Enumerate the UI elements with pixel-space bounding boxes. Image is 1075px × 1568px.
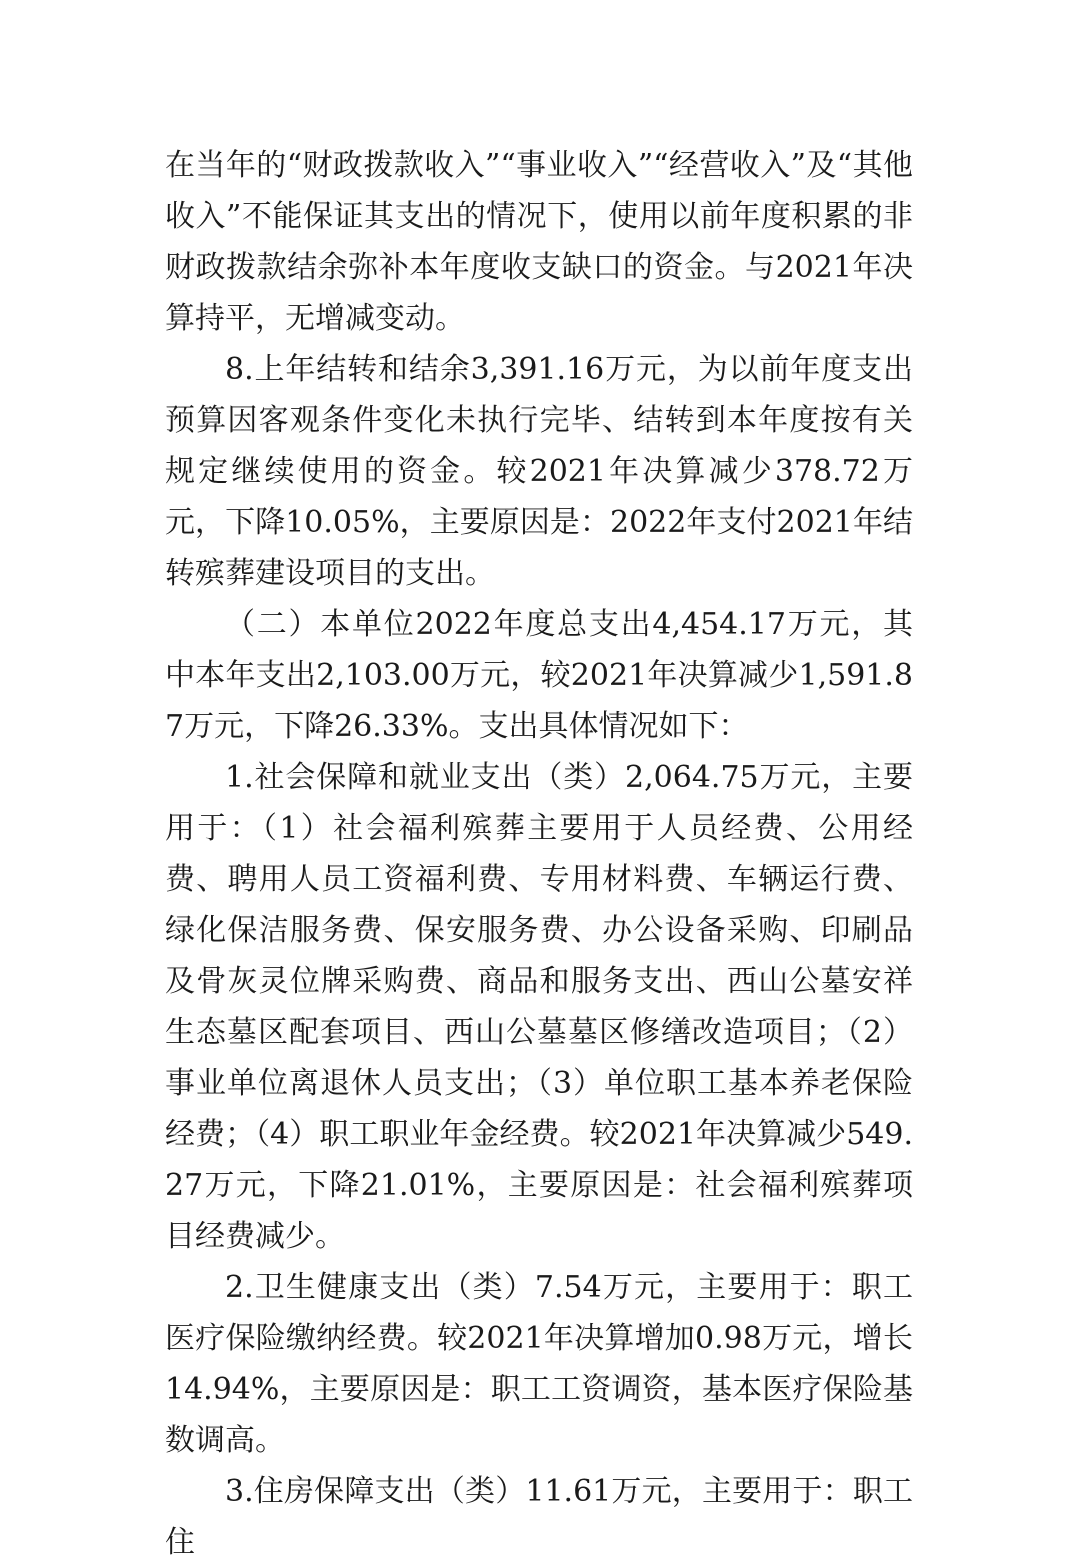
paragraph-income-continuation: 在当年的“财政拨款收入”“事业收入”“经营收入”及“其他收入”不能保证其支出的情况下，使用以前年度积累的非财政拨款结余弥补本年度收支缺口的资金。与2021年决算持平，无增减变动。 xyxy=(165,148,913,336)
paragraph-carryover-balance: 8.上年结转和结余3,391.16万元，为以前年度支出预算因客观条件变化未执行完毕、结转到本年度按有关规定继续使用的资金。较2021年决算减少378.72万元，下降10.05%，主要原因是：2022年支付2021年结转殡葬建设项目的支出。 xyxy=(165,352,913,591)
paragraph-health-expenditure: 2.卫生健康支出（类）7.54万元，主要用于：职工医疗保险缴纳经费。较2021年决算增加0.98万元，增长14.94%，主要原因是：职工工资调资，基本医疗保险基数调高。 xyxy=(165,1270,913,1458)
document-page xyxy=(165,140,913,1568)
paragraph-total-expenditure: （二）本单位2022年度总支出4,454.17万元，其中本年支出2,103.00万元，较2021年决算减少1,591.87万元，下降26.33%。支出具体情况如下： xyxy=(165,607,913,744)
paragraph-social-security-expenditure: 1.社会保障和就业支出（类）2,064.75万元，主要用于：（1）社会福利殡葬主要用于人员经费、公用经费、聘用人员工资福利费、专用材料费、车辆运行费、绿化保洁服务费、保安服务费、办公设备采购、印刷品及骨灰灵位牌采购费、商品和服务支出、西山公墓安祥生态墓区配套项目、西山公墓墓区修缮改造项目；（2）事业单位离退休人员支出；（3）单位职工基本养老保险经费；（4）职工职业年金经费。较2021年决算减少549.27万元，下降21.01%，主要原因是：社会福利殡葬项目经费减少。 xyxy=(165,760,913,1254)
paragraph-housing-expenditure: 3.住房保障支出（类）11.61万元，主要用于：职工住 xyxy=(165,1474,913,1560)
